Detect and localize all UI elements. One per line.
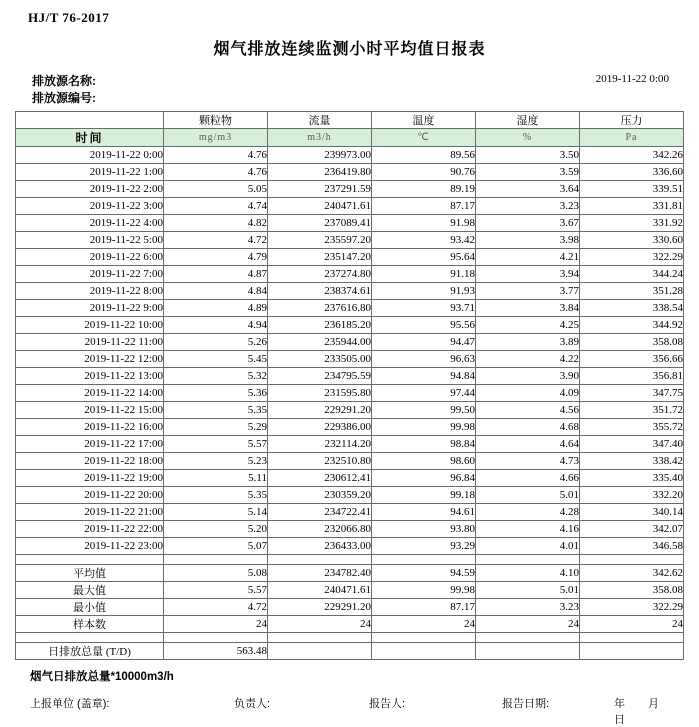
row-value-0: 4.72 <box>164 232 268 249</box>
row-value-1: 238374.61 <box>268 283 372 300</box>
header-param-3: 湿度 <box>476 112 580 129</box>
row-value-3: 4.25 <box>476 317 580 334</box>
row-value-4: 322.29 <box>580 249 684 266</box>
table-body <box>16 112 684 660</box>
report-date-label: 报告日期: <box>502 698 550 710</box>
header-param-0: 颗粒物 <box>164 112 268 129</box>
row-value-3: 4.73 <box>476 453 580 470</box>
summary-value-2: 87.17 <box>372 599 476 616</box>
row-value-3: 3.67 <box>476 215 580 232</box>
row-time: 2019-11-22 9:00 <box>16 300 164 317</box>
row-value-1: 232066.80 <box>268 521 372 538</box>
spacer-cell <box>16 633 164 643</box>
summary-value-1: 234782.40 <box>268 565 372 582</box>
row-value-3: 4.21 <box>476 249 580 266</box>
table-row <box>16 198 684 215</box>
row-value-3: 4.16 <box>476 521 580 538</box>
emissions-table <box>15 111 684 660</box>
header-param-1: 流量 <box>268 112 372 129</box>
row-value-1: 232114.20 <box>268 436 372 453</box>
row-value-4: 356.66 <box>580 351 684 368</box>
unit-cell-2: ℃ <box>372 129 476 147</box>
daily-total-blank <box>476 643 580 660</box>
row-time: 2019-11-22 11:00 <box>16 334 164 351</box>
row-value-2: 96.84 <box>372 470 476 487</box>
row-value-4: 344.92 <box>580 317 684 334</box>
row-value-4: 346.58 <box>580 538 684 555</box>
row-value-0: 5.20 <box>164 521 268 538</box>
row-value-0: 5.05 <box>164 181 268 198</box>
row-value-3: 3.50 <box>476 147 580 164</box>
row-value-4: 351.72 <box>580 402 684 419</box>
summary-value-0: 5.57 <box>164 582 268 599</box>
row-time: 2019-11-22 2:00 <box>16 181 164 198</box>
row-value-1: 240471.61 <box>268 198 372 215</box>
row-time: 2019-11-22 19:00 <box>16 470 164 487</box>
table-row <box>16 351 684 368</box>
page-title: 烟气排放连续监测小时平均值日报表 <box>213 41 486 58</box>
row-value-1: 237291.59 <box>268 181 372 198</box>
summary-label: 最大值 <box>16 582 164 599</box>
daily-total-blank <box>372 643 476 660</box>
row-value-3: 3.64 <box>476 181 580 198</box>
source-name-label: 排放源名称: <box>32 74 96 88</box>
row-value-3: 4.68 <box>476 419 580 436</box>
summary-value-4: 322.29 <box>580 599 684 616</box>
row-value-1: 235597.20 <box>268 232 372 249</box>
summary-value-0: 4.72 <box>164 599 268 616</box>
row-value-4: 332.20 <box>580 487 684 504</box>
table-row <box>16 504 684 521</box>
row-value-1: 237274.80 <box>268 266 372 283</box>
summary-value-2: 24 <box>372 616 476 633</box>
row-value-3: 4.09 <box>476 385 580 402</box>
row-value-3: 3.59 <box>476 164 580 181</box>
summary-label: 最小值 <box>16 599 164 616</box>
row-value-0: 4.74 <box>164 198 268 215</box>
row-value-3: 4.22 <box>476 351 580 368</box>
row-value-0: 4.76 <box>164 164 268 181</box>
row-time: 2019-11-22 7:00 <box>16 266 164 283</box>
table-row <box>16 147 684 164</box>
spacer-cell <box>580 555 684 565</box>
summary-value-0: 5.08 <box>164 565 268 582</box>
table-row <box>16 402 684 419</box>
table-row <box>16 215 684 232</box>
row-value-0: 4.84 <box>164 283 268 300</box>
header-param-4: 压力 <box>580 112 684 129</box>
row-value-2: 89.56 <box>372 147 476 164</box>
row-value-3: 4.01 <box>476 538 580 555</box>
unit-cell-3: % <box>476 129 580 147</box>
row-value-2: 99.50 <box>372 402 476 419</box>
row-value-2: 93.42 <box>372 232 476 249</box>
summary-value-3: 5.01 <box>476 582 580 599</box>
row-value-0: 4.76 <box>164 147 268 164</box>
row-value-2: 93.71 <box>372 300 476 317</box>
row-value-3: 3.94 <box>476 266 580 283</box>
summary-value-1: 229291.20 <box>268 599 372 616</box>
row-value-1: 234722.41 <box>268 504 372 521</box>
row-time: 2019-11-22 20:00 <box>16 487 164 504</box>
source-code-label: 排放源编号: <box>32 91 96 105</box>
row-value-2: 99.98 <box>372 419 476 436</box>
row-value-0: 4.89 <box>164 300 268 317</box>
summary-row <box>16 616 684 633</box>
row-value-1: 234795.59 <box>268 368 372 385</box>
unit-cell-1: m3/h <box>268 129 372 147</box>
row-value-0: 5.14 <box>164 504 268 521</box>
standard-code: HJ/T 76-2017 <box>28 10 110 25</box>
row-value-2: 97.44 <box>372 385 476 402</box>
row-value-2: 91.93 <box>372 283 476 300</box>
table-row <box>16 385 684 402</box>
row-value-2: 95.56 <box>372 317 476 334</box>
reporting-unit-label: 上报单位 (盖章): <box>30 698 110 710</box>
row-value-1: 239973.00 <box>268 147 372 164</box>
row-value-3: 3.89 <box>476 334 580 351</box>
row-value-4: 338.42 <box>580 453 684 470</box>
summary-value-1: 24 <box>268 616 372 633</box>
summary-row <box>16 582 684 599</box>
row-value-2: 91.98 <box>372 215 476 232</box>
row-value-1: 232510.80 <box>268 453 372 470</box>
header-blank-cell <box>16 112 164 129</box>
row-time: 2019-11-22 22:00 <box>16 521 164 538</box>
daily-total-value: 563.48 <box>164 643 268 660</box>
table-row <box>16 181 684 198</box>
row-value-1: 236185.20 <box>268 317 372 334</box>
summary-value-3: 24 <box>476 616 580 633</box>
spacer-cell <box>476 633 580 643</box>
row-value-3: 3.98 <box>476 232 580 249</box>
row-value-0: 5.23 <box>164 453 268 470</box>
row-time: 2019-11-22 1:00 <box>16 164 164 181</box>
row-value-4: 338.54 <box>580 300 684 317</box>
row-value-2: 94.61 <box>372 504 476 521</box>
row-value-0: 5.07 <box>164 538 268 555</box>
spacer-cell <box>268 633 372 643</box>
table-row <box>16 283 684 300</box>
row-value-3: 4.28 <box>476 504 580 521</box>
table-row <box>16 249 684 266</box>
table-header-row <box>16 112 684 129</box>
row-value-2: 96.63 <box>372 351 476 368</box>
row-value-2: 90.76 <box>372 164 476 181</box>
summary-value-2: 99.98 <box>372 582 476 599</box>
spacer-cell <box>164 633 268 643</box>
row-value-0: 4.87 <box>164 266 268 283</box>
summary-row <box>16 599 684 616</box>
row-value-3: 3.23 <box>476 198 580 215</box>
row-value-4: 347.75 <box>580 385 684 402</box>
row-time: 2019-11-22 5:00 <box>16 232 164 249</box>
row-value-3: 3.90 <box>476 368 580 385</box>
row-value-0: 5.35 <box>164 402 268 419</box>
daily-total-row <box>16 643 684 660</box>
table-row <box>16 538 684 555</box>
table-row <box>16 470 684 487</box>
row-value-1: 237089.41 <box>268 215 372 232</box>
row-value-0: 5.32 <box>164 368 268 385</box>
row-time: 2019-11-22 23:00 <box>16 538 164 555</box>
row-value-2: 98.60 <box>372 453 476 470</box>
summary-row <box>16 565 684 582</box>
row-value-3: 5.01 <box>476 487 580 504</box>
time-column-header: 时间 <box>16 129 164 147</box>
row-value-2: 93.29 <box>372 538 476 555</box>
summary-value-1: 240471.61 <box>268 582 372 599</box>
row-time: 2019-11-22 21:00 <box>16 504 164 521</box>
row-value-4: 339.51 <box>580 181 684 198</box>
row-value-1: 230359.20 <box>268 487 372 504</box>
row-value-0: 4.94 <box>164 317 268 334</box>
table-spacer-row <box>16 633 684 643</box>
row-time: 2019-11-22 6:00 <box>16 249 164 266</box>
report-meta <box>14 73 685 107</box>
table-row <box>16 436 684 453</box>
row-time: 2019-11-22 4:00 <box>16 215 164 232</box>
row-value-4: 355.72 <box>580 419 684 436</box>
summary-label: 平均值 <box>16 565 164 582</box>
row-value-3: 3.84 <box>476 300 580 317</box>
row-value-1: 229386.00 <box>268 419 372 436</box>
row-time: 2019-11-22 17:00 <box>16 436 164 453</box>
row-value-1: 236433.00 <box>268 538 372 555</box>
row-value-2: 95.64 <box>372 249 476 266</box>
spacer-cell <box>372 633 476 643</box>
table-row <box>16 300 684 317</box>
row-value-4: 330.60 <box>580 232 684 249</box>
row-value-1: 237616.80 <box>268 300 372 317</box>
row-value-1: 235944.00 <box>268 334 372 351</box>
row-value-4: 336.60 <box>580 164 684 181</box>
row-value-4: 351.28 <box>580 283 684 300</box>
spacer-cell <box>164 555 268 565</box>
table-row <box>16 487 684 504</box>
daily-total-blank <box>268 643 372 660</box>
row-value-0: 5.29 <box>164 419 268 436</box>
row-value-2: 87.17 <box>372 198 476 215</box>
row-value-2: 94.47 <box>372 334 476 351</box>
date-fields: 年 月 日 <box>614 698 670 726</box>
row-value-2: 98.84 <box>372 436 476 453</box>
row-time: 2019-11-22 18:00 <box>16 453 164 470</box>
summary-value-0: 24 <box>164 616 268 633</box>
row-value-2: 91.18 <box>372 266 476 283</box>
row-value-2: 99.18 <box>372 487 476 504</box>
table-units-row <box>16 129 684 147</box>
row-value-1: 235147.20 <box>268 249 372 266</box>
row-value-1: 233505.00 <box>268 351 372 368</box>
summary-value-3: 3.23 <box>476 599 580 616</box>
table-row <box>16 521 684 538</box>
table-row <box>16 368 684 385</box>
row-value-3: 4.56 <box>476 402 580 419</box>
row-value-4: 358.08 <box>580 334 684 351</box>
row-value-4: 335.40 <box>580 470 684 487</box>
row-value-0: 5.11 <box>164 470 268 487</box>
row-time: 2019-11-22 10:00 <box>16 317 164 334</box>
row-value-0: 5.45 <box>164 351 268 368</box>
table-row <box>16 266 684 283</box>
daily-total-blank <box>580 643 684 660</box>
unit-cell-0: mg/m3 <box>164 129 268 147</box>
responsible-label: 负责人: <box>234 698 271 710</box>
row-value-2: 89.19 <box>372 181 476 198</box>
row-value-4: 342.26 <box>580 147 684 164</box>
signature-row <box>14 695 685 726</box>
row-value-0: 4.79 <box>164 249 268 266</box>
row-value-4: 344.24 <box>580 266 684 283</box>
row-value-0: 4.82 <box>164 215 268 232</box>
report-datetime: 2019-11-22 0:00 <box>595 73 669 85</box>
summary-label: 样本数 <box>16 616 164 633</box>
row-value-0: 5.26 <box>164 334 268 351</box>
row-time: 2019-11-22 14:00 <box>16 385 164 402</box>
table-row <box>16 164 684 181</box>
row-time: 2019-11-22 15:00 <box>16 402 164 419</box>
row-time: 2019-11-22 8:00 <box>16 283 164 300</box>
spacer-cell <box>268 555 372 565</box>
spacer-cell <box>476 555 580 565</box>
row-value-4: 356.81 <box>580 368 684 385</box>
table-spacer-row <box>16 555 684 565</box>
row-value-1: 231595.80 <box>268 385 372 402</box>
row-value-2: 94.84 <box>372 368 476 385</box>
summary-value-4: 358.08 <box>580 582 684 599</box>
table-row <box>16 232 684 249</box>
reporter-label: 报告人: <box>369 698 406 710</box>
row-time: 2019-11-22 13:00 <box>16 368 164 385</box>
summary-value-2: 94.59 <box>372 565 476 582</box>
row-time: 2019-11-22 0:00 <box>16 147 164 164</box>
row-value-0: 5.36 <box>164 385 268 402</box>
row-value-0: 5.57 <box>164 436 268 453</box>
row-value-1: 229291.20 <box>268 402 372 419</box>
summary-value-4: 342.62 <box>580 565 684 582</box>
table-row <box>16 317 684 334</box>
row-time: 2019-11-22 12:00 <box>16 351 164 368</box>
row-value-1: 230612.41 <box>268 470 372 487</box>
header-param-2: 温度 <box>372 112 476 129</box>
row-value-4: 342.07 <box>580 521 684 538</box>
unit-cell-4: Pa <box>580 129 684 147</box>
row-value-1: 236419.80 <box>268 164 372 181</box>
row-value-4: 340.14 <box>580 504 684 521</box>
table-row <box>16 453 684 470</box>
row-time: 2019-11-22 3:00 <box>16 198 164 215</box>
row-value-2: 93.80 <box>372 521 476 538</box>
summary-value-3: 4.10 <box>476 565 580 582</box>
row-value-0: 5.35 <box>164 487 268 504</box>
row-value-3: 4.66 <box>476 470 580 487</box>
row-time: 2019-11-22 16:00 <box>16 419 164 436</box>
row-value-4: 331.92 <box>580 215 684 232</box>
spacer-cell <box>16 555 164 565</box>
footer-note: 烟气日排放总量*10000m3/h <box>30 671 174 683</box>
row-value-3: 3.77 <box>476 283 580 300</box>
row-value-3: 4.64 <box>476 436 580 453</box>
spacer-cell <box>580 633 684 643</box>
table-row <box>16 334 684 351</box>
row-value-4: 331.81 <box>580 198 684 215</box>
summary-value-4: 24 <box>580 616 684 633</box>
daily-total-label: 日排放总量 (T/D) <box>16 643 164 660</box>
row-value-4: 347.40 <box>580 436 684 453</box>
table-row <box>16 419 684 436</box>
spacer-cell <box>372 555 476 565</box>
